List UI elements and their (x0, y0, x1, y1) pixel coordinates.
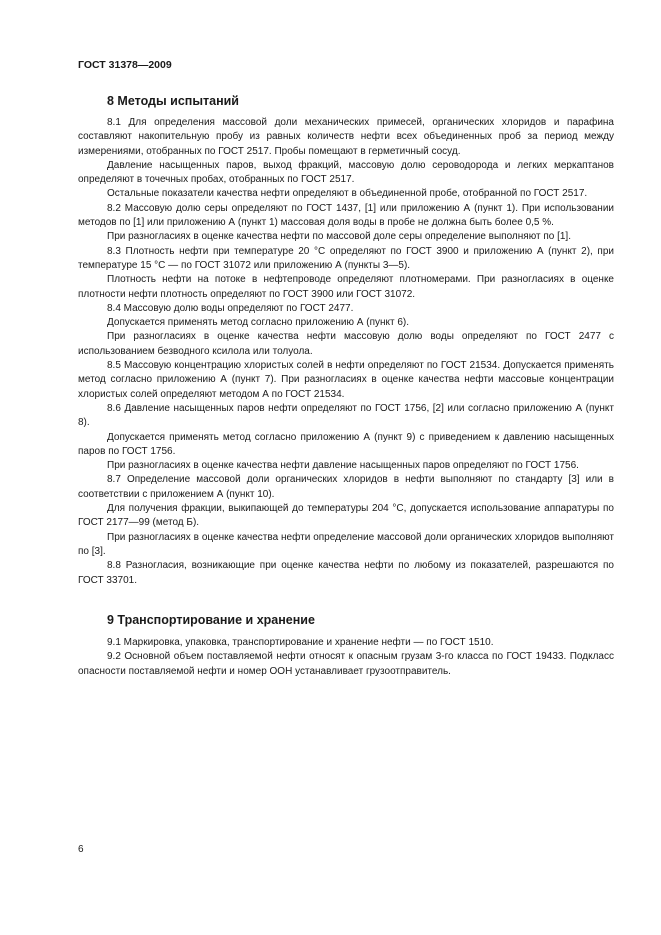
paragraph: При разногласиях в оценке качества нефти по массовой доле серы определение выполняют по [1]. (107, 231, 571, 243)
paragraph: 9.1 Маркировка, упаковка, транспортирование и хранение нефти — по ГОСТ 1510. (107, 637, 494, 648)
paragraph: Для получения фракции, выкипающей до температуры 204 °С, допускается использование аппаратуры по ГОСТ 2177—99 (метод Б). (78, 503, 614, 529)
section-body (78, 636, 614, 679)
paragraph: 9.2 Основной объем поставляемой нефти относят к опасным грузам 3-го класса по ГОСТ 19433. Подкласс опасности поставляемой нефти и номер ООН устанавливает грузоотправитель. (78, 651, 614, 677)
paragraph: Допускается применять метод согласно приложению А (пункт 6). (107, 317, 410, 329)
paragraph: 8.3 Плотность нефти при температуре 20 °С определяют по ГОСТ 3900 и приложению А (пункт 2), при температуре 15 °С — по ГОСТ 31072 или приложению А (пункты 3—5). (78, 245, 614, 271)
paragraph: 8.5 Массовую концентрацию хлористых солей в нефти определяют по ГОСТ 21534. Допускается применять метод согласно приложению А (пункт 7). При разногласиях в оценке качества нефти массовые концентрации хлористых солей определяют методом А по ГОСТ 21534. (78, 360, 614, 400)
document-header: ГОСТ 31378—2009 (78, 59, 172, 71)
paragraph: 8.2 Массовую долю серы определяют по ГОСТ 1437, [1] или приложению А (пункт 1). При использовании методов по [1] или приложению А (пункт 1) массовая доля воды в пробе не должна быть более 0,5 %. (78, 202, 614, 229)
paragraph: 8.6 Давление насыщенных паров нефти определяют по ГОСТ 1756, [2] или согласно приложению А (пункт 8). (78, 402, 614, 429)
section-body (78, 116, 614, 588)
paragraph: Допускается применять метод согласно приложению А (пункт 9) с приведением к давлению насыщенных паров по ГОСТ 1756. (78, 431, 614, 457)
paragraph: 8.4 Массовую долю воды определяют по ГОСТ 2477. (107, 302, 354, 314)
paragraph: При разногласиях в оценке качества нефти массовую долю воды определяют по ГОСТ 2477 с использованием безводного ксилола или толуола. (78, 331, 614, 357)
paragraph: Плотность нефти на потоке в нефтепроводе определяют плотномерами. При разногласиях в оценке плотности нефти плотность определяют по ГОСТ 3900 или ГОСТ 31072. (78, 274, 614, 300)
paragraph: 8.1 Для определения массовой доли механических примесей, органических хлоридов и парафина составляют накопительную пробу из равных количеств нефти всех объединенных проб за период между измерениями, отобранных по ГОСТ 2517. Пробы помещают в герметичный сосуд. (78, 117, 614, 157)
section-title: 9 Транспортирование и хранение (107, 613, 315, 627)
paragraph: 8.8 Разногласия, возникающие при оценке качества нефти по любому из показателей, разрешаются по ГОСТ 33701. (78, 560, 614, 586)
paragraph: 8.7 Определение массовой доли органических хлоридов в нефти выполняют по стандарту [3] или в соответствии с приложением А (пункт 10). (78, 474, 614, 500)
paragraph: При разногласиях в оценке качества нефти определение массовой доли органических хлоридов выполняют по [3]. (78, 531, 614, 557)
paragraph: При разногласиях в оценке качества нефти давление насыщенных паров определяют по ГОСТ 1756. (107, 460, 579, 472)
section-title: 8 Методы испытаний (107, 94, 239, 108)
page-number: 6 (78, 844, 84, 855)
paragraph: Остальные показатели качества нефти определяют в объединенной пробе, отобранной по ГОСТ 2517. (107, 188, 588, 200)
paragraph: Давление насыщенных паров, выход фракций, массовую долю сероводорода и легких меркаптанов определяют в точечных пробах, отобранных по ГОСТ 2517. (78, 159, 614, 186)
